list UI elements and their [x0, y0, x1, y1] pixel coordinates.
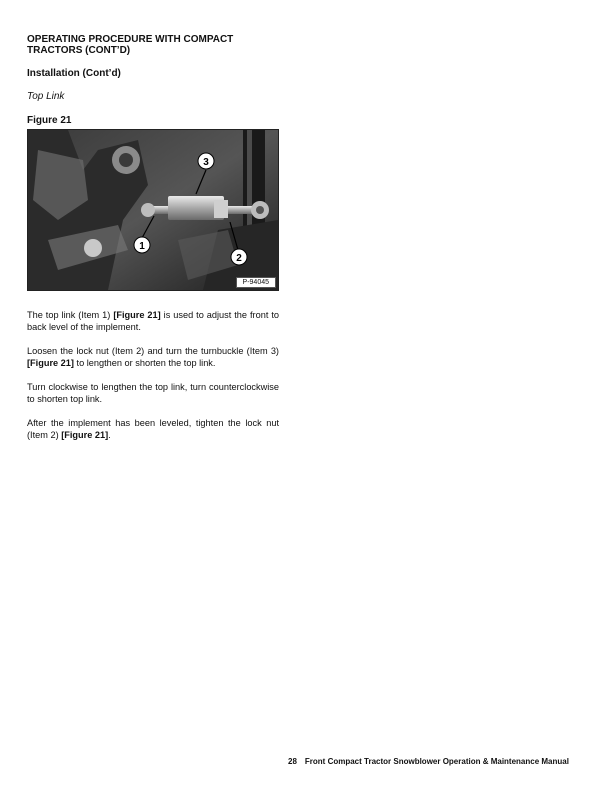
callout-2 [231, 249, 247, 265]
paragraph-1: The top link (Item 1) [Figure 21] is used to adjust the front to back level of the implement. [27, 310, 280, 332]
page-footer [288, 757, 588, 766]
paragraph-3: Turn clockwise to lengthen the top link, turn counterclockwise to shorten top link. [27, 382, 279, 404]
page-number: 28 [288, 757, 297, 766]
top-link-illustration [28, 130, 278, 290]
section-heading: OPERATING PROCEDURE WITH COMPACT TRACTORS (CONT’D) [27, 34, 234, 56]
callout-1-label: 1 [139, 241, 145, 252]
paragraph-2: Loosen the lock nut (Item 2) and turn the turnbuckle (Item 3) [Figure 21] to lengthen or shorten the top link. [27, 346, 279, 368]
manual-title: Front Compact Tractor Snowblower Operation & Maintenance Manual [304, 757, 569, 766]
callout-1 [134, 237, 150, 253]
callout-2-label: 2 [236, 253, 242, 264]
subsection-heading: Installation (Cont’d) [27, 68, 121, 79]
paragraph-4: After the implement has been leveled, tighten the lock nut (Item 2) [Figure 21]. [27, 418, 279, 440]
callout-3 [198, 153, 214, 169]
topic-label: Top Link [27, 91, 65, 102]
figure-caption: Figure 21 [27, 115, 72, 126]
callout-3-label: 3 [203, 157, 209, 168]
photo-id-label: P-94045 [236, 277, 276, 288]
figure-ref: [Figure 21] [27, 358, 74, 368]
figure-ref: [Figure 21] [61, 430, 109, 440]
figure-photo [27, 129, 279, 291]
figure-ref: [Figure 21] [113, 310, 161, 320]
